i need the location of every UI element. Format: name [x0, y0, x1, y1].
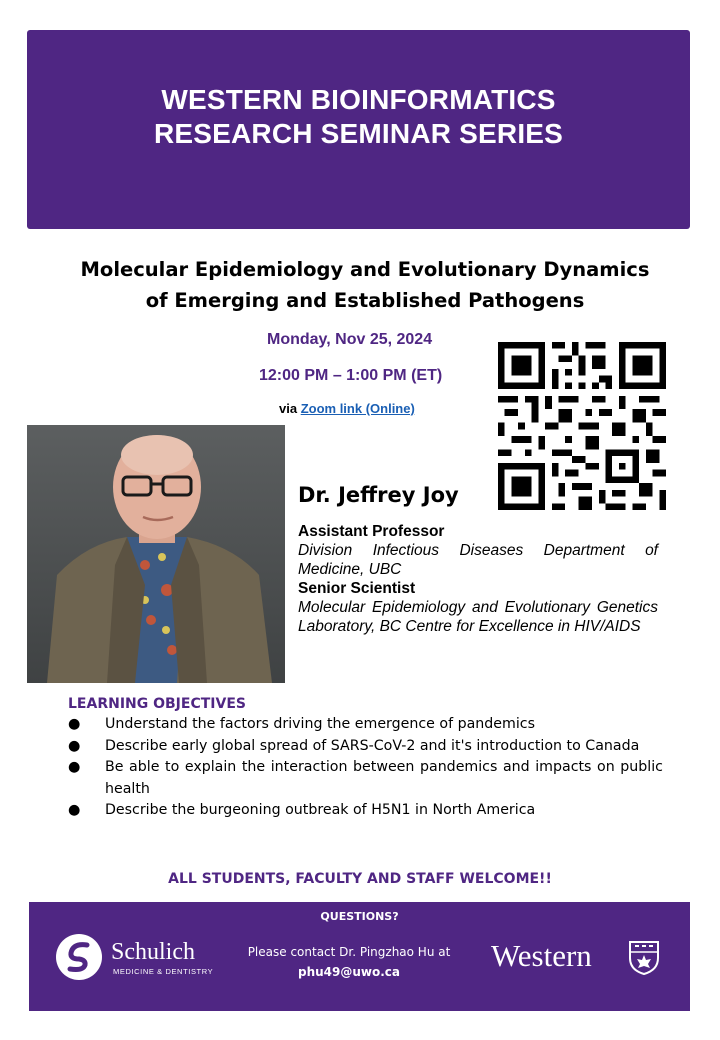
speaker-role-2: Senior Scientist [298, 580, 416, 597]
objectives-title: LEARNING OBJECTIVES [68, 696, 246, 712]
qr-code[interactable] [498, 342, 666, 510]
header-banner [27, 30, 690, 229]
bullet-icon: ● [68, 737, 81, 754]
contact-email[interactable]: phu49@uwo.ca [297, 965, 401, 979]
event-location: via Zoom link (Online) [279, 401, 415, 416]
list-item: ● Describe early global spread of SARS-CoV-2 and it's introduction to Canada [68, 736, 663, 758]
bullet-icon: ● [68, 759, 81, 775]
speaker-bio [298, 522, 658, 636]
bullet-icon: ● [68, 802, 81, 818]
questions-title: QUESTIONS? [320, 910, 399, 923]
contact-info: Please contact Dr. Pingzhao Hu at phu49@uwo.ca [229, 942, 469, 982]
bullet-icon: ● [68, 716, 81, 732]
zoom-link[interactable]: Zoom link (Online) [300, 401, 415, 416]
western-crest-icon [628, 940, 660, 976]
talk-title: Molecular Epidemiology and Evolutionary Dynamics of Emerging and Established Pathogens [80, 258, 650, 312]
objectives-list [68, 714, 663, 822]
event-time: 12:00 PM – 1:00 PM (ET) [259, 367, 443, 384]
list-item: ● Describe the burgeoning outbreak of H5N1 in North America [68, 800, 663, 822]
list-item: ● Be able to explain the interaction between pandemics and impacts on public health [68, 759, 663, 797]
event-date: Monday, Nov 25, 2024 [267, 331, 433, 348]
list-item: ● Understand the factors driving the emergence of pandemics [68, 714, 663, 736]
speaker-affiliation-1: Division Infectious Diseases Department of Medicine, UBC [298, 542, 658, 578]
western-logo: Western [491, 938, 671, 978]
schulich-logo-icon [55, 933, 103, 981]
speaker-photo [27, 425, 285, 683]
schulich-logo: Schulich MEDICINE & DENTISTRY [55, 933, 215, 983]
footer-banner [29, 902, 690, 1011]
speaker-role-1: Assistant Professor [298, 523, 445, 540]
speaker-name: Dr. Jeffrey Joy [298, 483, 459, 507]
welcome-message: ALL STUDENTS, FACULTY AND STAFF WELCOME!! [168, 871, 552, 887]
speaker-affiliation-2: Molecular Epidemiology and Evolutionary Genetics Laboratory, BC Centre for Excellence in HIV/AIDS [298, 599, 658, 635]
series-title: WESTERN BIOINFORMATICS RESEARCH SEMINAR SERIES [153, 84, 564, 149]
